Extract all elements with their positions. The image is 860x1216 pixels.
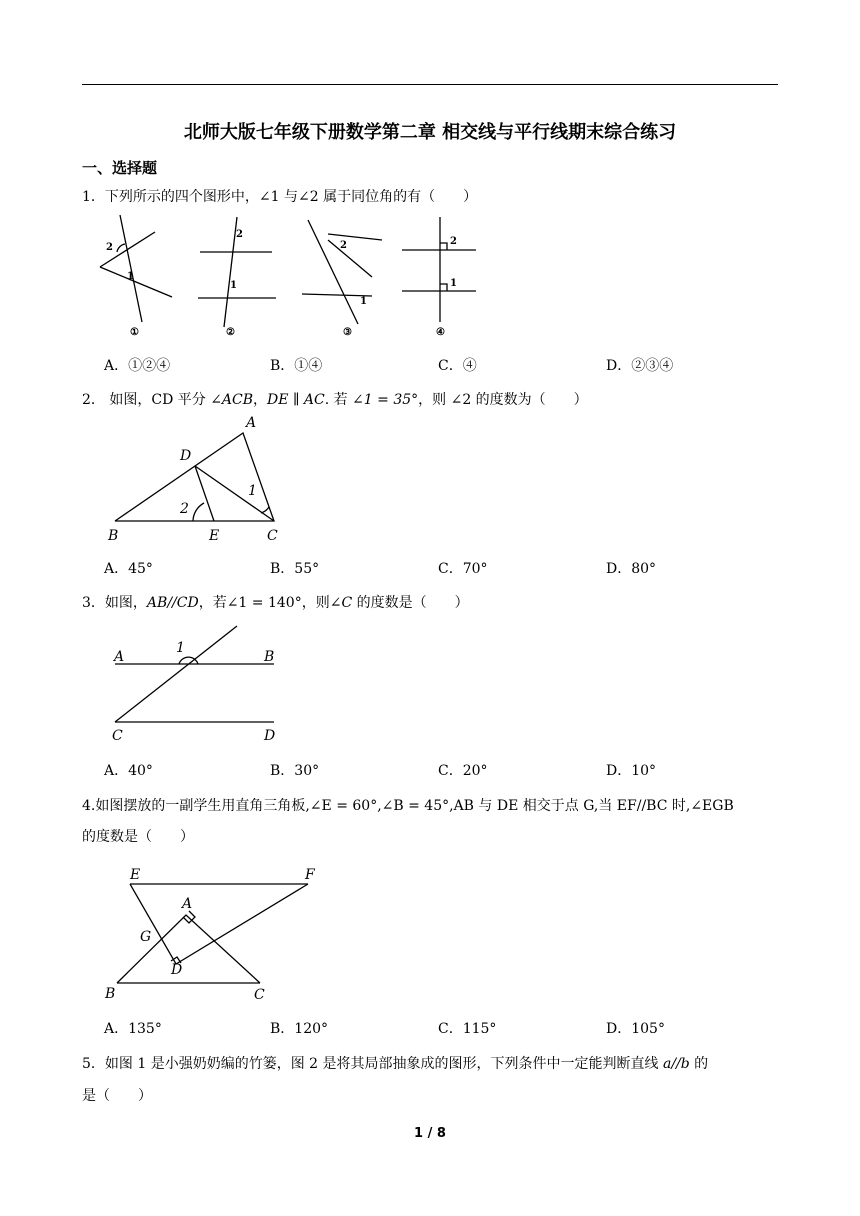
- q4-option-c[interactable]: C．115°: [438, 1021, 497, 1037]
- q2-point-a: A: [246, 415, 257, 431]
- q3-option-d[interactable]: D．10°: [606, 763, 657, 779]
- q4-point-a: A: [182, 896, 193, 912]
- q2-angle-2: 2: [180, 501, 189, 517]
- q2-option-a[interactable]: A．45°: [104, 561, 153, 577]
- page-number: 1 / 8: [414, 1126, 446, 1141]
- q3-option-c[interactable]: C．20°: [438, 763, 488, 779]
- q1-option-b[interactable]: B．①④: [270, 358, 323, 374]
- header-rule: [82, 84, 778, 85]
- fig-label-4: ④: [436, 327, 445, 338]
- q3-option-a[interactable]: A．40°: [104, 763, 153, 779]
- fig-label-1: ①: [130, 327, 139, 338]
- fig-label-2: ②: [226, 327, 235, 338]
- q2-option-c[interactable]: C．70°: [438, 561, 488, 577]
- q4-point-e: E: [130, 867, 141, 883]
- fig4-angle-1: 1: [450, 278, 457, 289]
- q4-option-b[interactable]: B．120°: [270, 1021, 329, 1037]
- question-4-line-1: 4.如图摆放的一副学生用直角三角板,∠E = 60°,∠B = 45°,AB 与 DE 相交于点 G,当 EF//BC 时,∠EGB: [82, 798, 734, 814]
- q4-point-f: F: [305, 867, 315, 883]
- question-2-figure: [100, 412, 300, 547]
- question-5-line-2: 是（ ）: [82, 1088, 152, 1104]
- q4-point-c: C: [254, 987, 265, 1003]
- q2-option-b[interactable]: B．55°: [270, 561, 320, 577]
- fig4-angle-2: 2: [450, 236, 457, 247]
- page-title: 北师大版七年级下册数学第二章 相交线与平行线期末综合练习: [183, 122, 677, 143]
- q4-point-b: B: [105, 986, 116, 1002]
- fig2-angle-1: 1: [230, 280, 237, 291]
- q1-option-a[interactable]: A．①②④: [104, 358, 171, 374]
- question-5-line-1: 5．如图 1 是小强奶奶编的竹篓，图 2 是将其局部抽象成的图形，下列条件中一定能判断直线 a//b 的: [82, 1056, 709, 1072]
- q2-option-d[interactable]: D．80°: [606, 561, 657, 577]
- q2-point-c: C: [267, 528, 278, 544]
- question-1-text: 1．下列所示的四个图形中，∠1 与∠2 属于同位角的有（ ）: [82, 189, 478, 205]
- fig2-angle-2: 2: [236, 229, 243, 240]
- fig3-angle-2: 2: [340, 240, 347, 251]
- q3-point-c: C: [112, 728, 123, 744]
- q1-option-d[interactable]: D．②③④: [606, 358, 674, 374]
- q4-point-d: D: [171, 962, 183, 978]
- q4-option-a[interactable]: A．135°: [104, 1021, 162, 1037]
- q3-point-b: B: [264, 649, 275, 665]
- q2-point-e: E: [209, 528, 220, 544]
- question-2-text: 2． 如图，CD 平分 ∠ACB，DE ∥ AC. 若 ∠1 = 35°，则 ∠2 的度数为（ ）: [82, 392, 588, 408]
- section-heading: 一、选择题: [82, 159, 158, 177]
- question-3-text: 3．如图，AB//CD，若∠1 = 140°，则∠C 的度数是（ ）: [82, 595, 469, 611]
- fig-label-3: ③: [343, 327, 352, 338]
- q2-point-b: B: [108, 528, 119, 544]
- q3-point-d: D: [264, 728, 276, 744]
- q3-angle-1: 1: [176, 640, 185, 656]
- fig3-angle-1: 1: [360, 296, 367, 307]
- q3-option-b[interactable]: B．30°: [270, 763, 320, 779]
- fig1-angle-2: 2: [106, 242, 113, 253]
- question-1-figures: [90, 212, 490, 342]
- q1-option-c[interactable]: C．④: [438, 358, 477, 374]
- q4-option-d[interactable]: D．105°: [606, 1021, 665, 1037]
- question-3-figure: [100, 618, 300, 748]
- q4-point-g: G: [140, 929, 152, 945]
- question-4-figure: [100, 862, 340, 1007]
- q2-point-d: D: [180, 448, 192, 464]
- q3-point-a: A: [114, 649, 125, 665]
- question-4-line-2: 的度数是（ ）: [82, 829, 194, 845]
- q2-angle-1: 1: [248, 483, 257, 499]
- fig1-angle-1: 1: [127, 271, 134, 282]
